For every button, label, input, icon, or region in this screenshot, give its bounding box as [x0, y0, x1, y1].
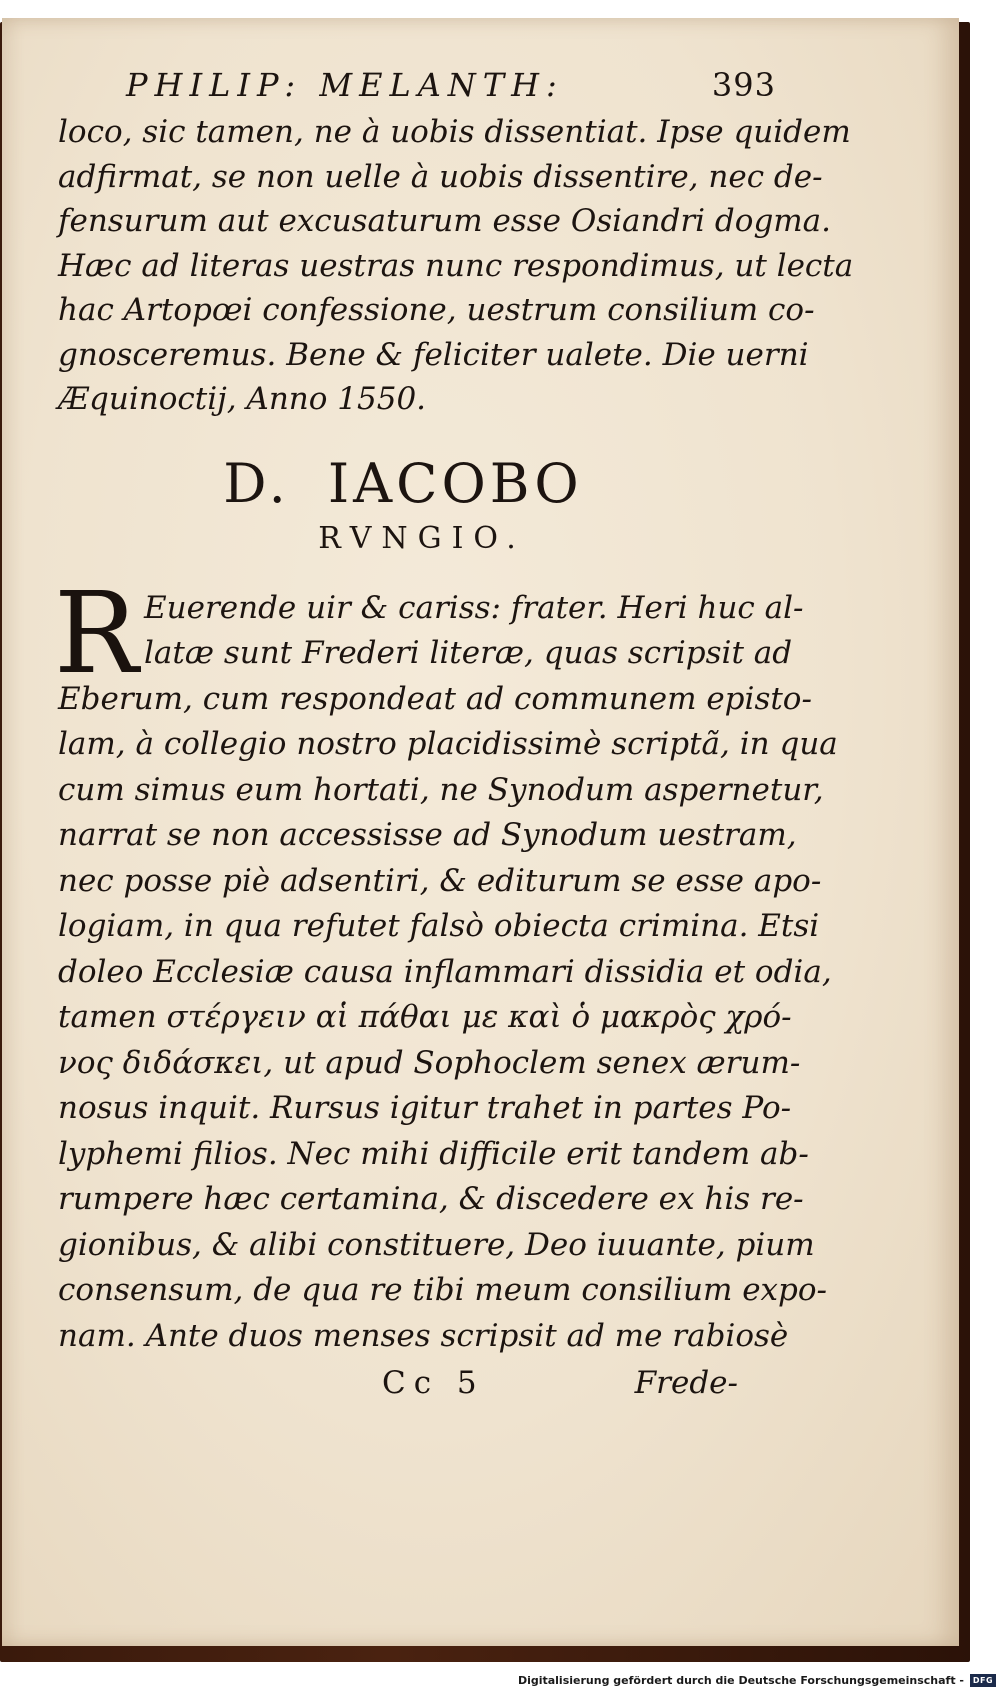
heading-title-prefix: D. [223, 451, 290, 515]
text-line: latæ sunt Frederi literæ, quas scripsit ad [144, 635, 793, 671]
text-line: logiam, in qua refutet falsò obiecta crimina. Etsi [58, 908, 820, 944]
signature-mark: Cc 5 [381, 1365, 485, 1401]
text-line: consensum, de qua re tibi meum consilium expo- [58, 1272, 828, 1308]
letter-two [54, 568, 838, 1360]
dfg-logo-icon: DFG [970, 1674, 996, 1687]
page-text-block [54, 66, 854, 1405]
text-line: gionibus, & alibi constituere, Deo iuuante, pium [58, 1226, 815, 1263]
text-line: Æquinoctij, Anno 1550. [58, 381, 427, 417]
text-line: narrat se non accessisse ad Synodum uestram, [58, 817, 797, 853]
text-line: Eberum, cum respondeat ad communem episto- [58, 680, 812, 717]
heading-surname: RVNGIO. [318, 520, 526, 556]
book-page [2, 18, 959, 1646]
catchword: Frede- [634, 1365, 738, 1401]
text-line: cum simus eum hortati, ne Synodum aspernetur, [58, 771, 824, 808]
letter-one-text [58, 110, 854, 422]
funding-credit: Digitalisierung gefördert durch die Deutsche Forschungsgemeinschaft - [517, 1673, 964, 1687]
text-line: gnosceremus. Bene & feliciter ualete. Die uerni [58, 336, 809, 373]
text-line: rumpere hæc certamina, & discedere ex his re- [58, 1181, 804, 1217]
text-line: hac Artopœi confessione, uestrum consilium co- [58, 292, 815, 328]
text-line: loco, sic tamen, ne à uobis dissentiat. Ipse quidem [58, 114, 851, 150]
text-line: fensurum aut excusaturum esse Osiandri dogma. [58, 203, 832, 239]
text-line: lam, à collegio nostro placidissimè scriptã, in qua [58, 726, 838, 762]
text-line: νος διδάσκει, ut apud Sophoclem senex ærum- [58, 1044, 801, 1081]
text-line: Euerende uir & cariss: frater. Heri huc al- [144, 589, 804, 626]
drop-cap-initial: R [54, 568, 139, 699]
page-number: 393 [711, 66, 776, 104]
running-head-title: PHILIP: MELANTH: [126, 66, 564, 104]
text-line: Hæc ad literas uestras nunc respondimus, ut lecta [58, 247, 854, 284]
text-line: nec posse piè adsentiri, & editurum se esse apo- [58, 862, 822, 899]
heading-addressee [58, 452, 738, 516]
text-line: doleo Ecclesiæ causa inflammari dissidia et odia, [58, 953, 832, 990]
text-line: tamen στέργειν αἱ πάθαι με καὶ ὁ μακρὸς χρό- [58, 999, 792, 1035]
letter-two-text [58, 586, 838, 1360]
text-line: lyphemi filios. Nec mihi difficile erit tandem ab- [58, 1135, 809, 1172]
text-line: adfirmat, se non uelle à uobis dissentire, nec de- [58, 158, 823, 195]
catch-line [58, 1361, 738, 1405]
running-head [58, 66, 778, 110]
text-line: nam. Ante duos menses scripsit ad me rabiosè [58, 1317, 789, 1354]
digitization-footer [0, 1668, 1000, 1692]
heading-first-name: IACOBO [327, 451, 583, 515]
text-line: nosus inquit. Rursus igitur trahet in partes Po- [58, 1090, 792, 1126]
letter-heading [58, 452, 738, 562]
